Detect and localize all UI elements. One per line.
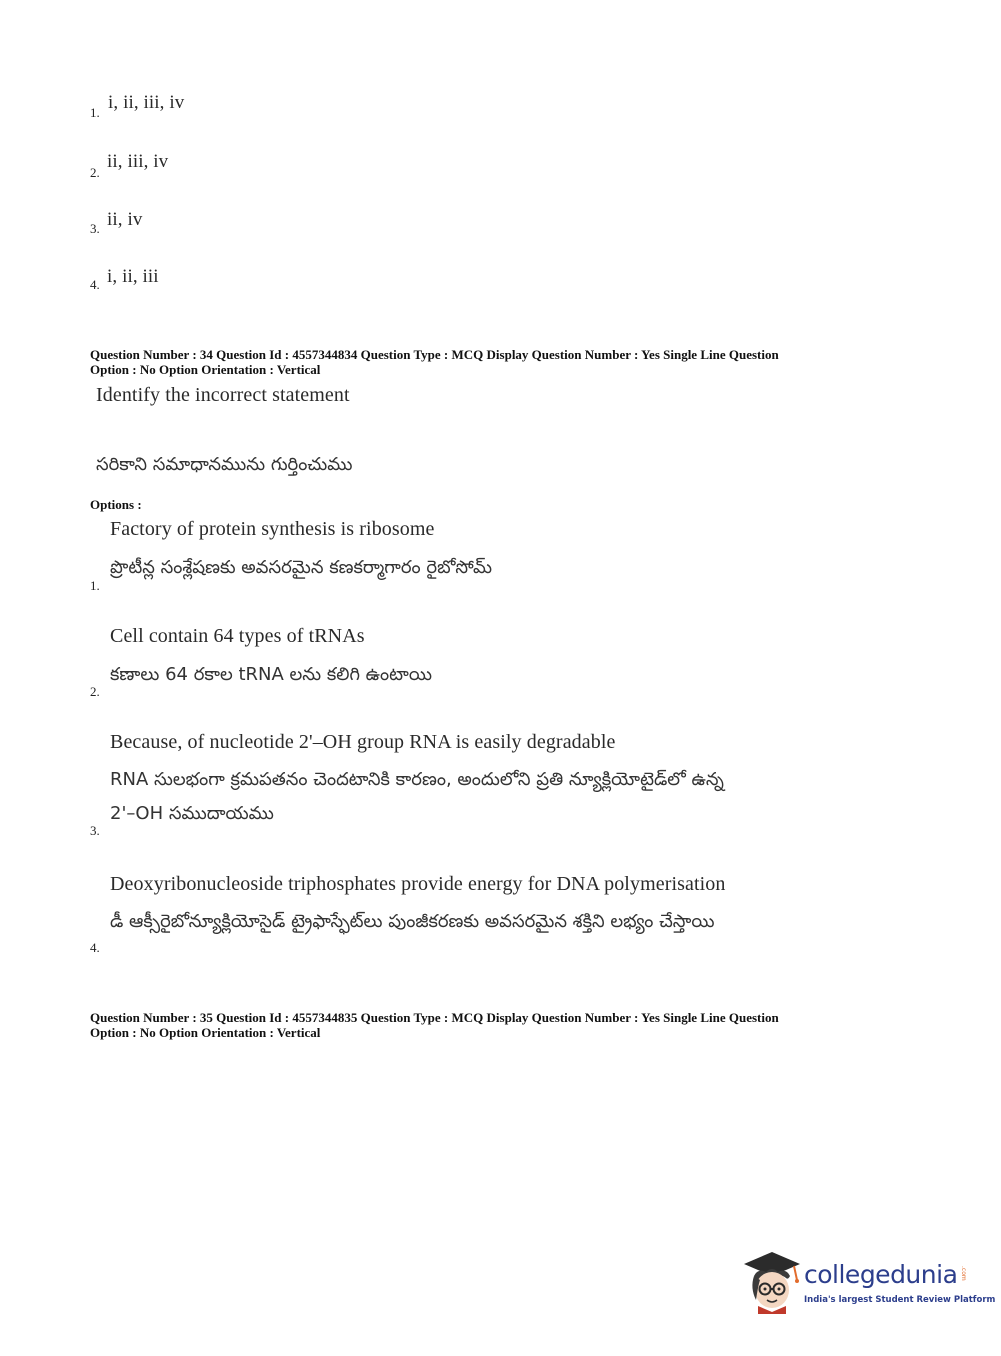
option-text: ii, iii, iv <box>107 151 169 172</box>
logo-domain: .com <box>960 1266 967 1281</box>
option-text-telugu: RNA సులభంగా క్రమపతనం చెందటానికి కారణం, అందులోని ప్రతి న్యూక్లియోటైడ్‌లో ఉన్న <box>110 769 724 790</box>
option-text-english: Because, of nucleotide 2'–OH group RNA is easily degradable <box>110 731 616 753</box>
question-meta-line: Question Number : 35 Question Id : 4557344835 Question Type : MCQ Display Question Number : Yes Single Line Question <box>90 1010 779 1025</box>
option-text-telugu: కణాలు 64 రకాల tRNA లను కలిగి ఉంటాయి <box>110 664 432 685</box>
option-number: 1. <box>90 578 100 593</box>
question-meta-line: Option : No Option Orientation : Vertical <box>90 1025 321 1040</box>
option-text-telugu: 2'–OH సముదాయము <box>110 803 274 824</box>
option-number: 4. <box>90 277 100 292</box>
option-text-telugu: ప్రొటీన్ల సంశ్లేషణకు అవసరమైన కణకర్మాగారం రైబోసోమ్ <box>110 557 493 578</box>
option-text-english: Factory of protein synthesis is ribosome <box>110 518 435 540</box>
option-text-english: Cell contain 64 types of tRNAs <box>110 625 365 647</box>
option-number: 3. <box>90 221 100 236</box>
question-text-english: Identify the incorrect statement <box>96 384 350 406</box>
question-meta-line: Question Number : 34 Question Id : 4557344834 Question Type : MCQ Display Question Number : Yes Single Line Question <box>90 347 779 362</box>
question-text-telugu: సరికాని సమాధానమును గుర్తించుము <box>96 454 353 475</box>
option-number: 2. <box>90 165 100 180</box>
student-mascot-icon <box>742 1250 802 1314</box>
option-text-english: Deoxyribonucleoside triphosphates provide energy for DNA polymerisation <box>110 873 726 895</box>
option-text-telugu: డీ ఆక్సీరైబోన్యూక్లియోసైడ్ ట్రైఫాస్ఫేట్‌లు పుంజీకరణకు అవసరమైన శక్తిని లభ్యం చేస్తాయి <box>110 911 715 932</box>
option-number: 1. <box>90 105 100 120</box>
logo-tagline: India's largest Student Review Platform <box>804 1295 996 1305</box>
options-label: Options : <box>90 497 142 512</box>
logo-wordmark: collegedunia <box>804 1260 958 1289</box>
option-number: 3. <box>90 823 100 838</box>
option-text: i, ii, iii <box>107 266 159 287</box>
option-number: 2. <box>90 684 100 699</box>
collegedunia-logo <box>742 1250 996 1318</box>
option-text: ii, iv <box>107 209 143 230</box>
question-meta-line: Option : No Option Orientation : Vertical <box>90 362 321 377</box>
option-text: i, ii, iii, iv <box>108 92 185 113</box>
option-number: 4. <box>90 940 100 955</box>
